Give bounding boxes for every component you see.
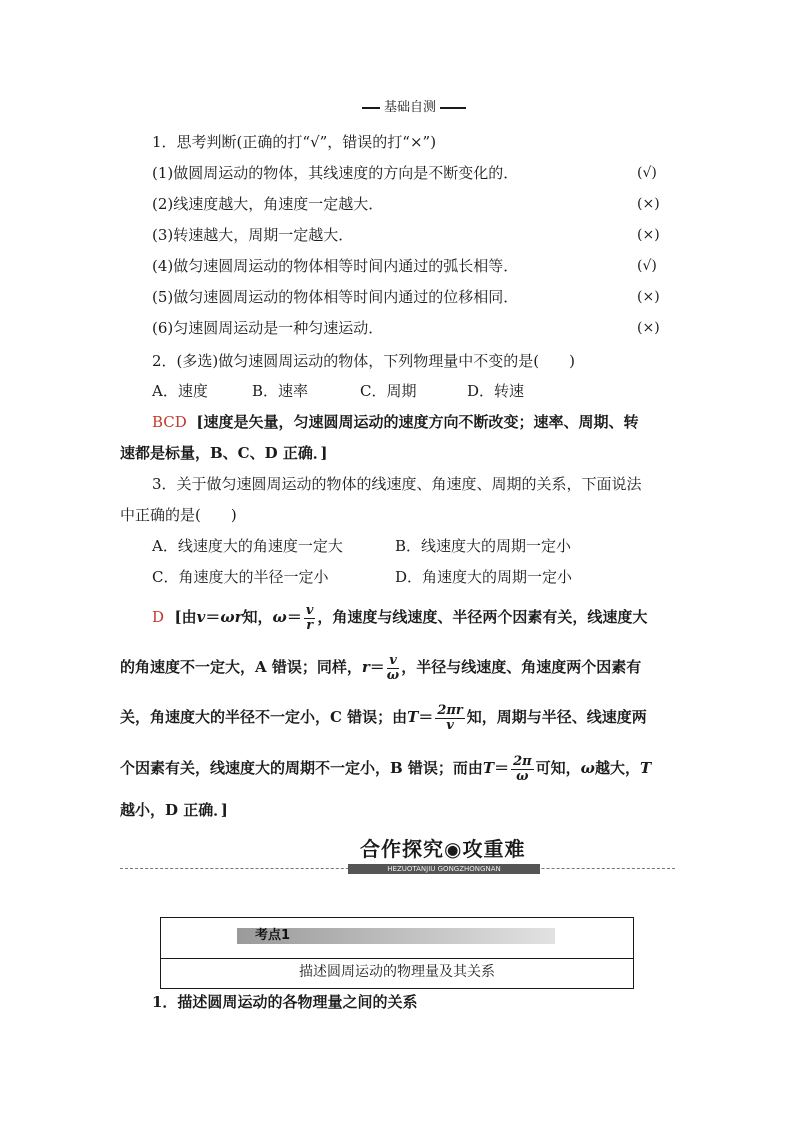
q3-e1e: 知， xyxy=(242,608,273,626)
q2-option-a: A．速度 xyxy=(152,382,208,400)
fraction-denominator: ω xyxy=(516,768,529,784)
q2-explanation-line1 xyxy=(152,412,638,432)
q2-expl-text1: [速度是矢量，匀速圆周运动的速度方向不断改变；速率、周期、转 xyxy=(196,413,639,431)
fraction-denominator: r xyxy=(306,617,314,633)
q3-stem-line2: 中正确的是( ) xyxy=(120,506,237,524)
q3-e1c: ＝ xyxy=(205,608,221,626)
q1-item-3: (3)转速越大，周期一定越大． xyxy=(152,226,354,244)
q3-e2a: 的角速度不一定大，A 错误；同样， xyxy=(120,658,362,676)
q1-item-5: (5)做匀速圆周运动的物体相等时间内通过的位移相同． xyxy=(152,288,519,306)
fraction-numerator: v xyxy=(305,602,314,618)
q2-option-c: C．周期 xyxy=(360,382,417,400)
q2-option-d: D．转速 xyxy=(467,382,525,400)
q3-option-c: C．角速度大的半径一定小 xyxy=(152,568,329,586)
q2-explanation-line2: 速都是标量，B、C、D 正确．] xyxy=(120,444,328,462)
q1-item-1: (1)做圆周运动的物体，其线速度的方向是不断变化的． xyxy=(152,164,519,182)
q3-e4d: 可知， xyxy=(535,759,581,777)
q1-item-2-mark: (×) xyxy=(637,196,660,212)
q1-item-2: (2)线速度越大，角速度一定越大． xyxy=(152,195,384,213)
fraction-numerator: v xyxy=(387,654,399,669)
section-banner-basic-test xyxy=(362,100,466,116)
q3-e3a: 关，角速度大的半径不一定小，C 错误；由 xyxy=(120,708,408,726)
q1-item-6-mark: (×) xyxy=(637,320,660,336)
fraction-2pir-over-v xyxy=(435,704,464,733)
q3-e2d: ，半径与线速度、角速度两个因素有 xyxy=(401,658,642,676)
topic-box-divider xyxy=(161,958,633,959)
q3-e4e: ω xyxy=(580,759,595,777)
q3-e4g: T xyxy=(639,759,652,777)
q2-option-b: B．速率 xyxy=(252,382,309,400)
fraction-v-over-omega xyxy=(387,654,399,683)
q3-e1g: ＝ xyxy=(286,608,302,626)
topic-tag-bar xyxy=(237,928,555,944)
q3-option-b: B．线速度大的周期一定小 xyxy=(395,537,572,555)
q1-item-4: (4)做匀速圆周运动的物体相等时间内通过的弧长相等． xyxy=(152,257,519,275)
q1-item-6: (6)匀速圆周运动是一种匀速运动． xyxy=(152,319,384,337)
q3-option-d: D．角速度大的周期一定小 xyxy=(395,568,573,586)
q3-stem-line1: 3．关于做匀速圆周运动的物体的线速度、角速度、周期的关系，下面说法 xyxy=(152,475,642,493)
q3-explanation-line1 xyxy=(152,600,647,634)
q3-e4f: 越大， xyxy=(594,759,640,777)
q3-e3d: 知，周期与半径、线速度两 xyxy=(466,708,647,726)
q3-e1b: v xyxy=(196,608,206,626)
q1-item-1-mark: (√) xyxy=(637,165,657,181)
q3-answer: D xyxy=(152,608,165,626)
q3-explanation-line3 xyxy=(120,700,647,734)
q3-e1f: ω xyxy=(272,608,287,626)
body-heading-1: 1．描述圆周运动的各物理量之间的关系 xyxy=(152,993,418,1011)
q3-e4b: T xyxy=(482,759,495,777)
topic-box xyxy=(160,917,634,989)
banner-label: 基础自测 xyxy=(380,100,440,116)
fraction-denominator: v xyxy=(446,717,454,733)
q3-e1h: ，角速度与线速度、半径两个因素有关，线速度大 xyxy=(317,608,648,626)
q3-e2c: ＝ xyxy=(369,658,385,676)
q1-item-3-mark: (×) xyxy=(637,227,660,243)
q3-option-a: A．线速度大的角速度一定大 xyxy=(152,537,343,555)
fraction-denominator: ω xyxy=(386,667,400,683)
q3-e1d: ωr xyxy=(220,608,243,626)
topic-caption: 描述圆周运动的物理量及其关系 xyxy=(299,964,495,980)
q3-e2b: r xyxy=(361,658,370,676)
fraction-numerator: 2πr xyxy=(437,702,463,718)
q3-e3b: T xyxy=(407,708,419,726)
fraction-numerator: 2π xyxy=(513,753,532,769)
q3-e4c: ＝ xyxy=(494,759,510,777)
q3-explanation-line2 xyxy=(120,650,641,684)
q3-explanation-line4 xyxy=(120,751,651,785)
q2-answer: BCD xyxy=(152,413,187,431)
q1-stem: 1．思考判断(正确的打“√”，错误的打“×”) xyxy=(152,133,437,151)
topic-tag: 考点1 xyxy=(255,928,291,943)
fraction-2pi-over-omega xyxy=(511,755,534,784)
section-subtitle: HEZUOTANJIU GONGZHONGNAN xyxy=(348,864,540,874)
q1-item-4-mark: (√) xyxy=(637,258,657,274)
section-header-cooperative-inquiry xyxy=(120,836,675,872)
fraction-v-over-r xyxy=(304,604,316,633)
q3-e1a: [由 xyxy=(174,608,197,626)
q3-explanation-line5: 越小，D 正确．] xyxy=(120,801,228,819)
section-title: 合作探究◉攻重难 xyxy=(360,837,526,861)
q3-e3c: ＝ xyxy=(418,708,434,726)
q1-item-5-mark: (×) xyxy=(637,289,660,305)
q3-e4a: 个因素有关，线速度大的周期不一定小，B 错误；而由 xyxy=(120,759,483,777)
q2-stem: 2．(多选)做匀速圆周运动的物体，下列物理量中不变的是( ) xyxy=(152,352,575,370)
